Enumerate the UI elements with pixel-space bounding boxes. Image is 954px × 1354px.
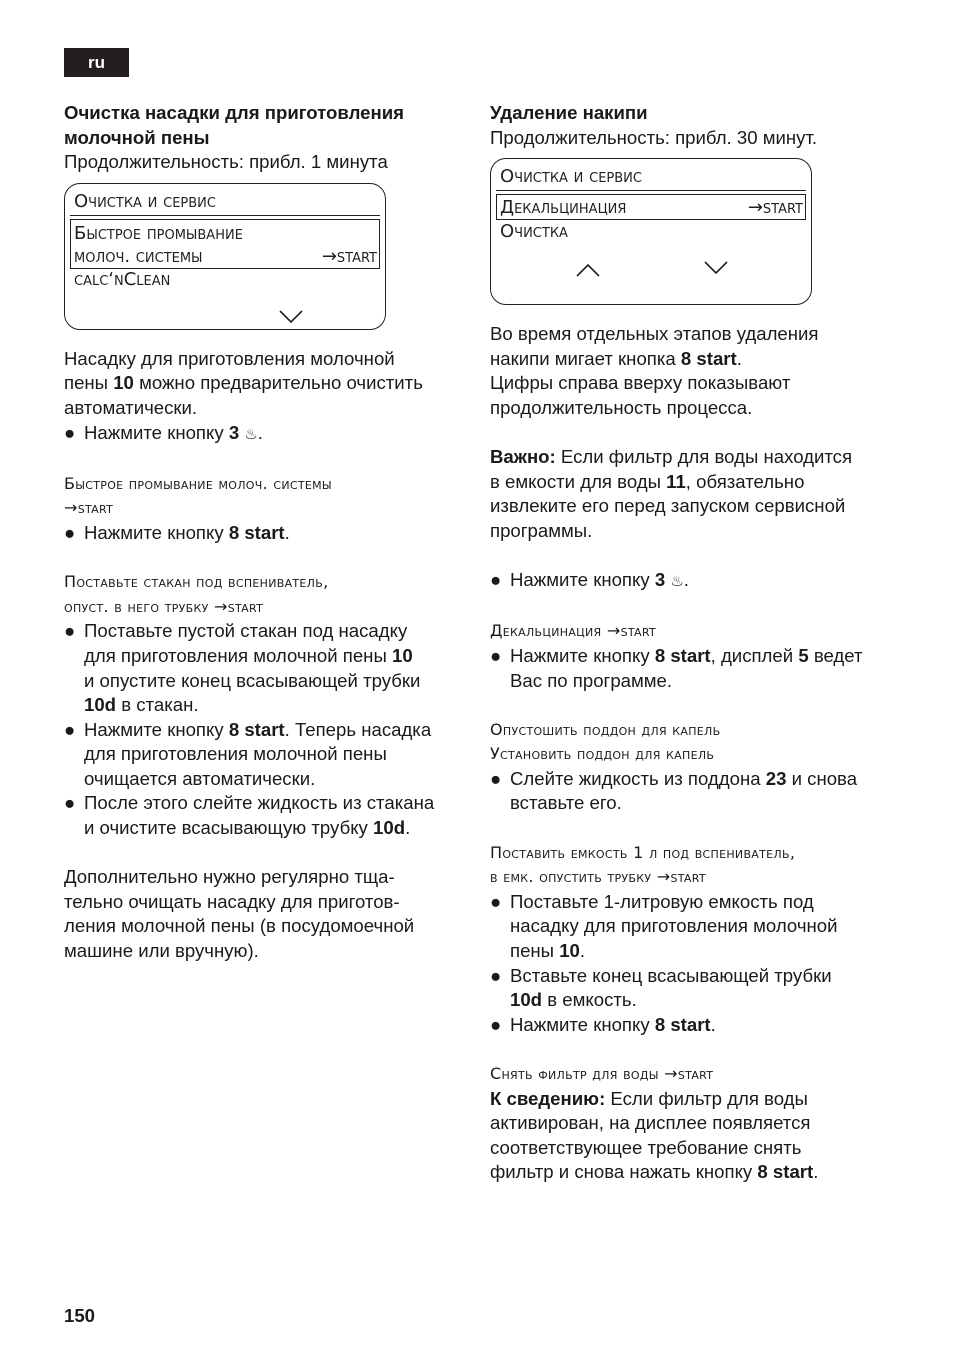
display-text-remove-filter: Снять фильтр для воды →start [490, 1064, 714, 1083]
display-start-label: →start [747, 197, 803, 219]
display-start-label: →start [321, 245, 377, 267]
left-column [64, 101, 464, 964]
display-text-drip-tray: Опустошить поддон для капель Установить поддон для капель [490, 719, 721, 764]
display-panel [490, 158, 812, 305]
paragraph-descale-info: Во время отдельных этапов удаления накипи мигает кнопка 8 start. Цифры справа вверху показывают продолжительность процесса. [490, 323, 819, 418]
display-item-calcnclean: calc‘nClean [74, 268, 171, 290]
bullet-press-3: ● Нажмите кнопку 3 ♨. [490, 569, 689, 591]
display-text-place-glass: Поставьте стакан под вспениватель, опуст. в него трубку →start [64, 572, 329, 616]
display-header: Очистка и сервис [74, 190, 216, 212]
display-item-quick-rinse-line2: молоч. системы [74, 245, 203, 267]
bullet-insert-tube: ● Вставьте конец всасывающей трубки 10d в емкость. [490, 964, 832, 1011]
duration-text: Продолжительность: прибл. 1 минута [64, 151, 388, 173]
chevron-down-icon [279, 310, 303, 324]
display-panel [64, 183, 386, 330]
display-divider [496, 190, 806, 191]
display-header: Очистка и сервис [500, 166, 642, 188]
steam-icon: ♨ [670, 573, 684, 591]
bullet-press-3: ● Нажмите кнопку 3 ♨. [64, 421, 263, 443]
bullet-press-8-start-display: ● Нажмите кнопку 8 start, дисплей 5 ведет Вас по программе. [490, 644, 863, 691]
display-text-place-container: Поставить емкость 1 л под вспениватель, в емк. опустить трубку →start [490, 842, 796, 887]
bullet-empty-glass: ● После этого слейте жидкость из стакана и очистите всасывающую трубку 10d. [64, 792, 435, 839]
bullet-place-glass: ● Поставьте пустой стакан под насадку для приготовления молочной пены 10 и опустите конец всасывающей трубки 10d в стакан. [64, 620, 421, 716]
page-number: 150 [64, 1305, 96, 1326]
bullet-empty-tray: ● Слейте жидкость из поддона 23 и снова вставьте его. [490, 767, 858, 814]
display-item-clean: Очистка [500, 221, 568, 243]
steam-icon: ♨ [244, 425, 258, 443]
paragraph-note: К сведению: Если фильтр для воды активирован, на дисплее появляется соответствующее требование снять фильтр и снова нажать кнопку 8 start. [490, 1087, 819, 1183]
chevron-down-icon [704, 261, 728, 275]
paragraph-intro: Насадку для приготовления молочной пены 10 можно предварительно очистить автоматически. [64, 347, 423, 418]
chevron-up-icon [576, 263, 600, 277]
bullet-place-container: ● Поставьте 1-литровую емкость под насадку для приготовления молочной пены 10. [490, 890, 838, 962]
display-text-quick-rinse: Быстрое промывание молоч. системы →start [64, 473, 332, 518]
paragraph-important: Важно: Если фильтр для воды находится в емкости для воды 11, обязательно извлеките его перед запуском сервисной программы. [490, 446, 853, 541]
display-item-descale: Декальцинация [500, 197, 627, 219]
bullet-press-8-start: ● Нажмите кнопку 8 start. [64, 521, 290, 543]
section-title-descale: Удаление накипи [490, 102, 648, 123]
bullet-press-8-start-auto: ● Нажмите кнопку 8 start. Теперь насадка для приготовления молочной пены очищается автоматически. [64, 718, 432, 789]
bullet-press-8-start: ● Нажмите кнопку 8 start. [490, 1013, 716, 1035]
paragraph-manual-clean: Дополнительно нужно регулярно тща- тельно очищать насадку для приготов- ления молочной пены (в посудомоечной машине или вручную). [64, 866, 415, 962]
right-column [490, 101, 910, 1185]
section-title-milk-clean: Очистка насадки для приготовления молочной пены [64, 102, 404, 148]
display-item-quick-rinse: Быстрое промывание [74, 222, 243, 244]
language-tab: ru [64, 48, 129, 77]
display-divider [70, 215, 380, 216]
duration-text: Продолжительность: прибл. 30 минут. [490, 126, 818, 148]
display-text-descale: Декальцинация →start [490, 621, 657, 641]
